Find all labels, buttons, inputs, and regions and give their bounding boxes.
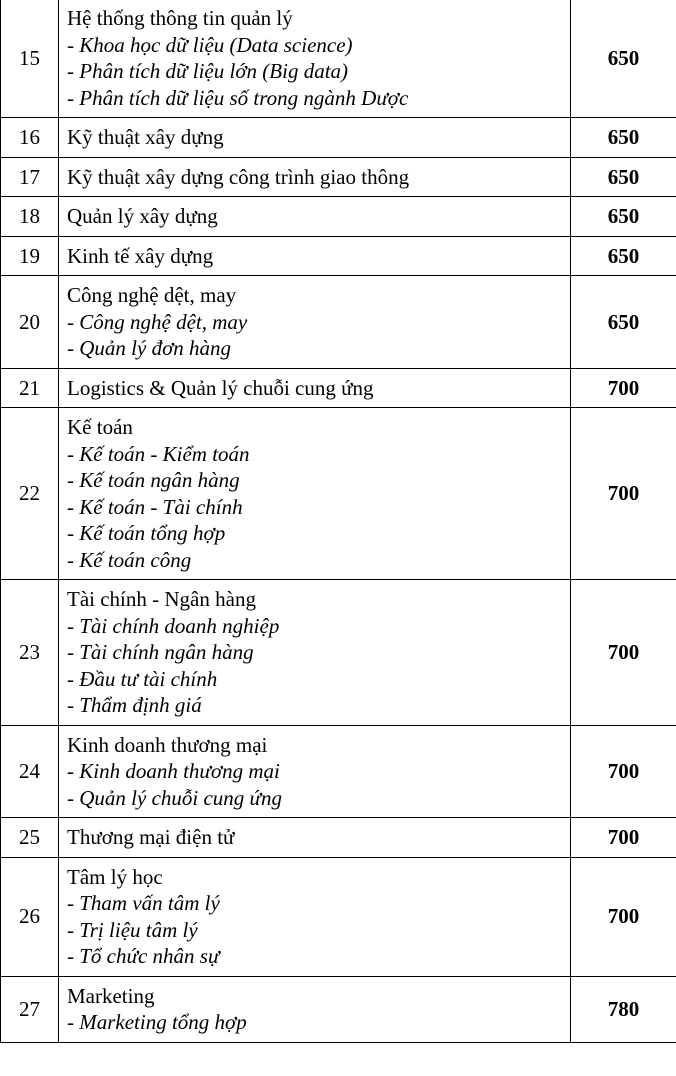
score-value: 700 [571,580,676,726]
row-number: 19 [1,236,59,276]
specialization-item: - Quản lý đơn hàng [67,336,232,360]
program-cell [59,0,571,118]
table-row [1,157,676,197]
specialization-item: - Kế toán công [67,547,192,572]
row-number: 26 [1,857,59,976]
specialization-item: - Kế toán - Tài chính [67,494,243,519]
program-name: Tâm lý học [67,864,163,889]
score-value: 700 [571,408,676,580]
program-cell [59,818,571,858]
specialization-item: - Công nghệ dệt, may [67,309,248,334]
score-value: 650 [571,157,676,197]
row-number: 17 [1,157,59,197]
row-number: 18 [1,197,59,237]
program-cell [59,236,571,276]
program-cell [59,368,571,408]
program-cell [59,725,571,818]
program-cell [59,157,571,197]
table-row [1,408,676,580]
table-row [1,857,676,976]
specialization-item: - Quản lý chuỗi cung ứng [67,785,282,810]
row-number: 16 [1,118,59,158]
row-number: 25 [1,818,59,858]
table-row [1,118,676,158]
specialization-item: - Khoa học dữ liệu (Data science) [67,32,353,57]
specialization-item: - Trị liệu tâm lý [67,917,198,942]
row-number: 15 [1,0,59,118]
program-cell [59,408,571,580]
score-value: 700 [571,818,676,858]
program-cell [59,976,571,1042]
program-name: Kế toán [67,415,133,439]
score-value: 650 [571,0,676,118]
program-name: Kỹ thuật xây dựng [67,125,224,149]
specialization-item: - Tài chính doanh nghiệp [67,613,280,638]
score-value: 780 [571,976,676,1042]
table-row [1,0,676,118]
table-row [1,197,676,237]
program-name: Thương mại điện tử [67,825,235,849]
specialization-item: - Kế toán - Kiểm toán [67,441,250,466]
table-body [1,0,676,1042]
specialization-item: - Tham vấn tâm lý [67,891,220,915]
specialization-item: - Phân tích dữ liệu số trong ngành Dược [67,85,409,110]
table-row [1,725,676,818]
score-value: 700 [571,725,676,818]
row-number: 23 [1,580,59,726]
specialization-item: - Tổ chức nhân sự [67,944,220,968]
program-name: Marketing [67,983,155,1008]
score-value: 700 [571,368,676,408]
specialization-item: - Kế toán ngân hàng [67,468,240,492]
score-value: 650 [571,118,676,158]
program-name: Kinh doanh thương mại [67,732,268,757]
score-value: 700 [571,857,676,976]
specialization-item: - Đầu tư tài chính [67,666,218,691]
program-name: Tài chính - Ngân hàng [67,587,256,611]
row-number: 24 [1,725,59,818]
specialization-item: - Kế toán tổng hợp [67,521,226,545]
table-row [1,368,676,408]
table-row [1,818,676,858]
specialization-item: - Kinh doanh thương mại [67,759,280,783]
program-cell [59,118,571,158]
table-row [1,236,676,276]
program-name: Kỹ thuật xây dựng công trình giao thông [67,164,410,189]
table-row [1,976,676,1042]
specialization-item: - Tài chính ngân hàng [67,640,254,664]
program-cell [59,276,571,369]
table-row [1,580,676,726]
row-number: 20 [1,276,59,369]
specialization-item: - Thẩm định giá [67,693,202,717]
specialization-item: - Phân tích dữ liệu lớn (Big data) [67,59,349,83]
program-cell [59,197,571,237]
specialization-item: - Marketing tổng hợp [67,1010,247,1034]
program-name: Quản lý xây dựng [67,204,218,228]
score-value: 650 [571,236,676,276]
program-name: Công nghệ dệt, may [67,283,237,307]
program-name: Logistics & Quản lý chuỗi cung ứng [67,375,374,400]
program-cell [59,857,571,976]
row-number: 27 [1,976,59,1042]
score-value: 650 [571,197,676,237]
program-name: Hệ thống thông tin quản lý [67,6,293,30]
table-row [1,276,676,369]
program-name: Kinh tế xây dựng [67,243,214,268]
score-value: 650 [571,276,676,369]
row-number: 21 [1,368,59,408]
program-cell [59,580,571,726]
row-number: 22 [1,408,59,580]
